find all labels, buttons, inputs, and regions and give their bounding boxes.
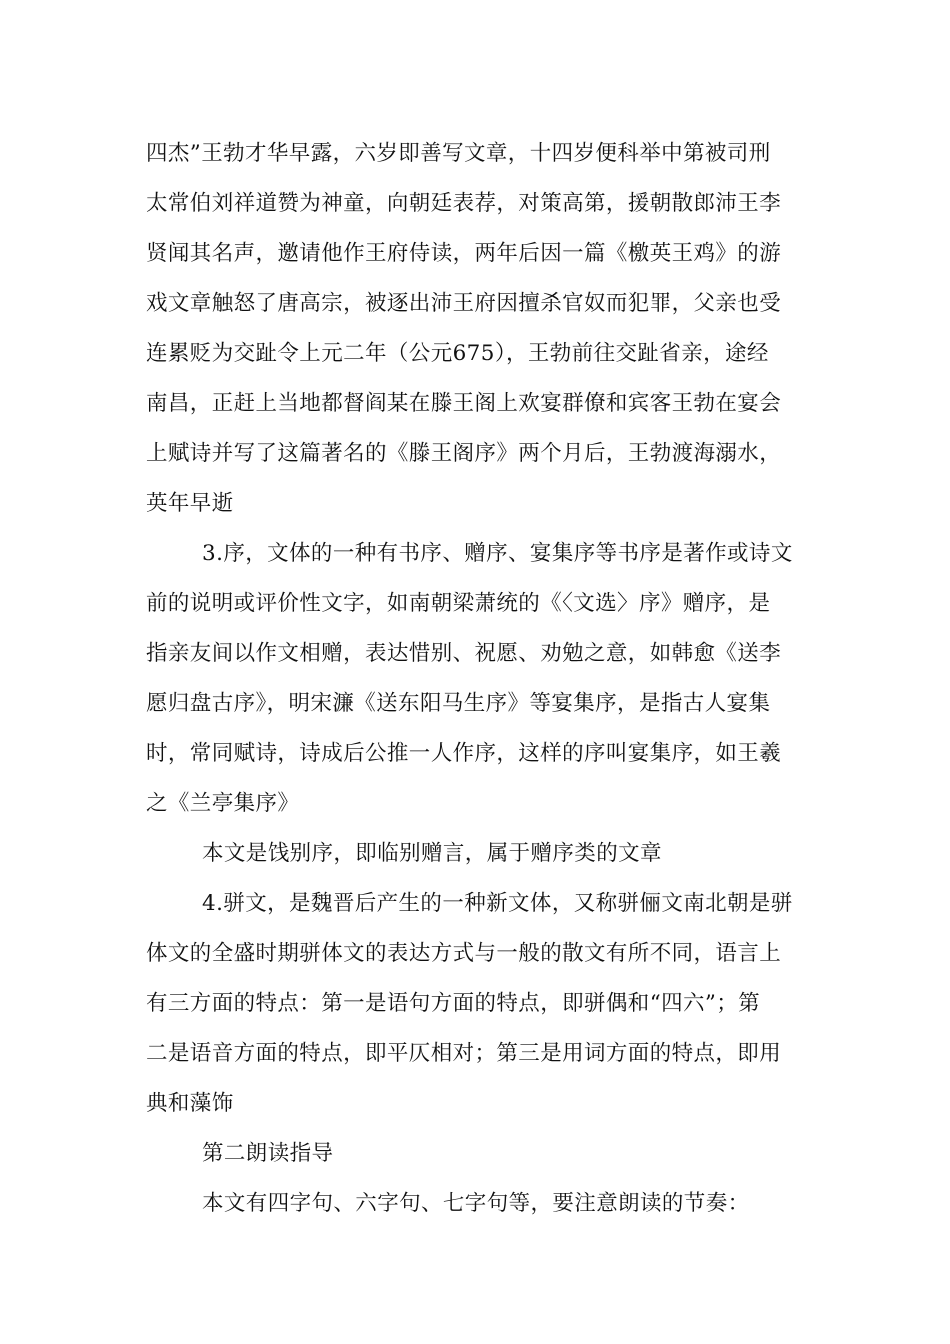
text-line: 愿归盘古序》，明宋濂《送东阳马生序》等宴集序，是指古人宴集 [146,691,771,716]
text-line: 典和藻饰 [146,1091,234,1116]
text-line: 指亲友间以作文相赠，表达惜别、祝愿、劝勉之意，如韩愈《送李 [146,641,782,666]
text-line: 有三方面的特点：第一是语句方面的特点，即骈偶和“四六”；第 [146,991,761,1016]
paragraph [146,1179,808,1229]
text-line: 体文的全盛时期骈体文的表达方式与一般的散文有所不同，语言上 [146,941,782,966]
text-line: 戏文章触怒了唐高宗，被逐出沛王府因擅杀官奴而犯罪，父亲也受 [146,291,782,316]
text-line: 本文是饯别序，即临别赠言，属于赠序类的文章 [202,841,662,866]
text-line: 第二朗读指导 [202,1141,334,1166]
text-line: 二是语音方面的特点，即平仄相对；第三是用词方面的特点，即用 [146,1041,782,1066]
text-line: 英年早逝 [146,491,234,516]
text-line: 4.骈文，是魏晋后产生的一种新文体，又称骈俪文南北朝是骈 [202,891,793,916]
paragraph [146,879,808,1129]
paragraph [146,1129,808,1179]
paragraph [146,529,808,829]
text-line: 太常伯刘祥道赞为神童，向朝廷表荐，对策高第，援朝散郎沛王李 [146,191,782,216]
text-line: 时，常同赋诗，诗成后公推一人作序，这样的序叫宴集序，如王羲 [146,741,782,766]
text-line: 本文有四字句、六字句、七字句等，要注意朗读的节奏： [202,1191,750,1216]
text-line: 上赋诗并写了这篇著名的《滕王阁序》两个月后，王勃渡海溺水， [146,441,782,466]
paragraph [146,829,808,879]
text-line: 3.序，文体的一种有书序、赠序、宴集序等书序是著作或诗文 [202,541,793,566]
text-line: 贤闻其名声，邀请他作王府侍读，两年后因一篇《檄英王鸡》的游 [146,241,782,266]
document-body [146,129,808,1229]
text-line: 连累贬为交趾令上元二年（公元675），王勃前往交趾省亲，途经 [146,341,769,366]
text-line: 前的说明或评价性文字，如南朝梁萧统的《〈文选〉序》赠序，是 [146,591,771,616]
paragraph [146,129,808,529]
text-line: 南昌，正赶上当地都督阎某在滕王阁上欢宴群僚和宾客王勃在宴会 [146,391,782,416]
text-line: 之《兰亭集序》 [146,791,300,816]
text-line: 四杰”王勃才华早露，六岁即善写文章，十四岁便科举中第被司刑 [146,141,771,166]
